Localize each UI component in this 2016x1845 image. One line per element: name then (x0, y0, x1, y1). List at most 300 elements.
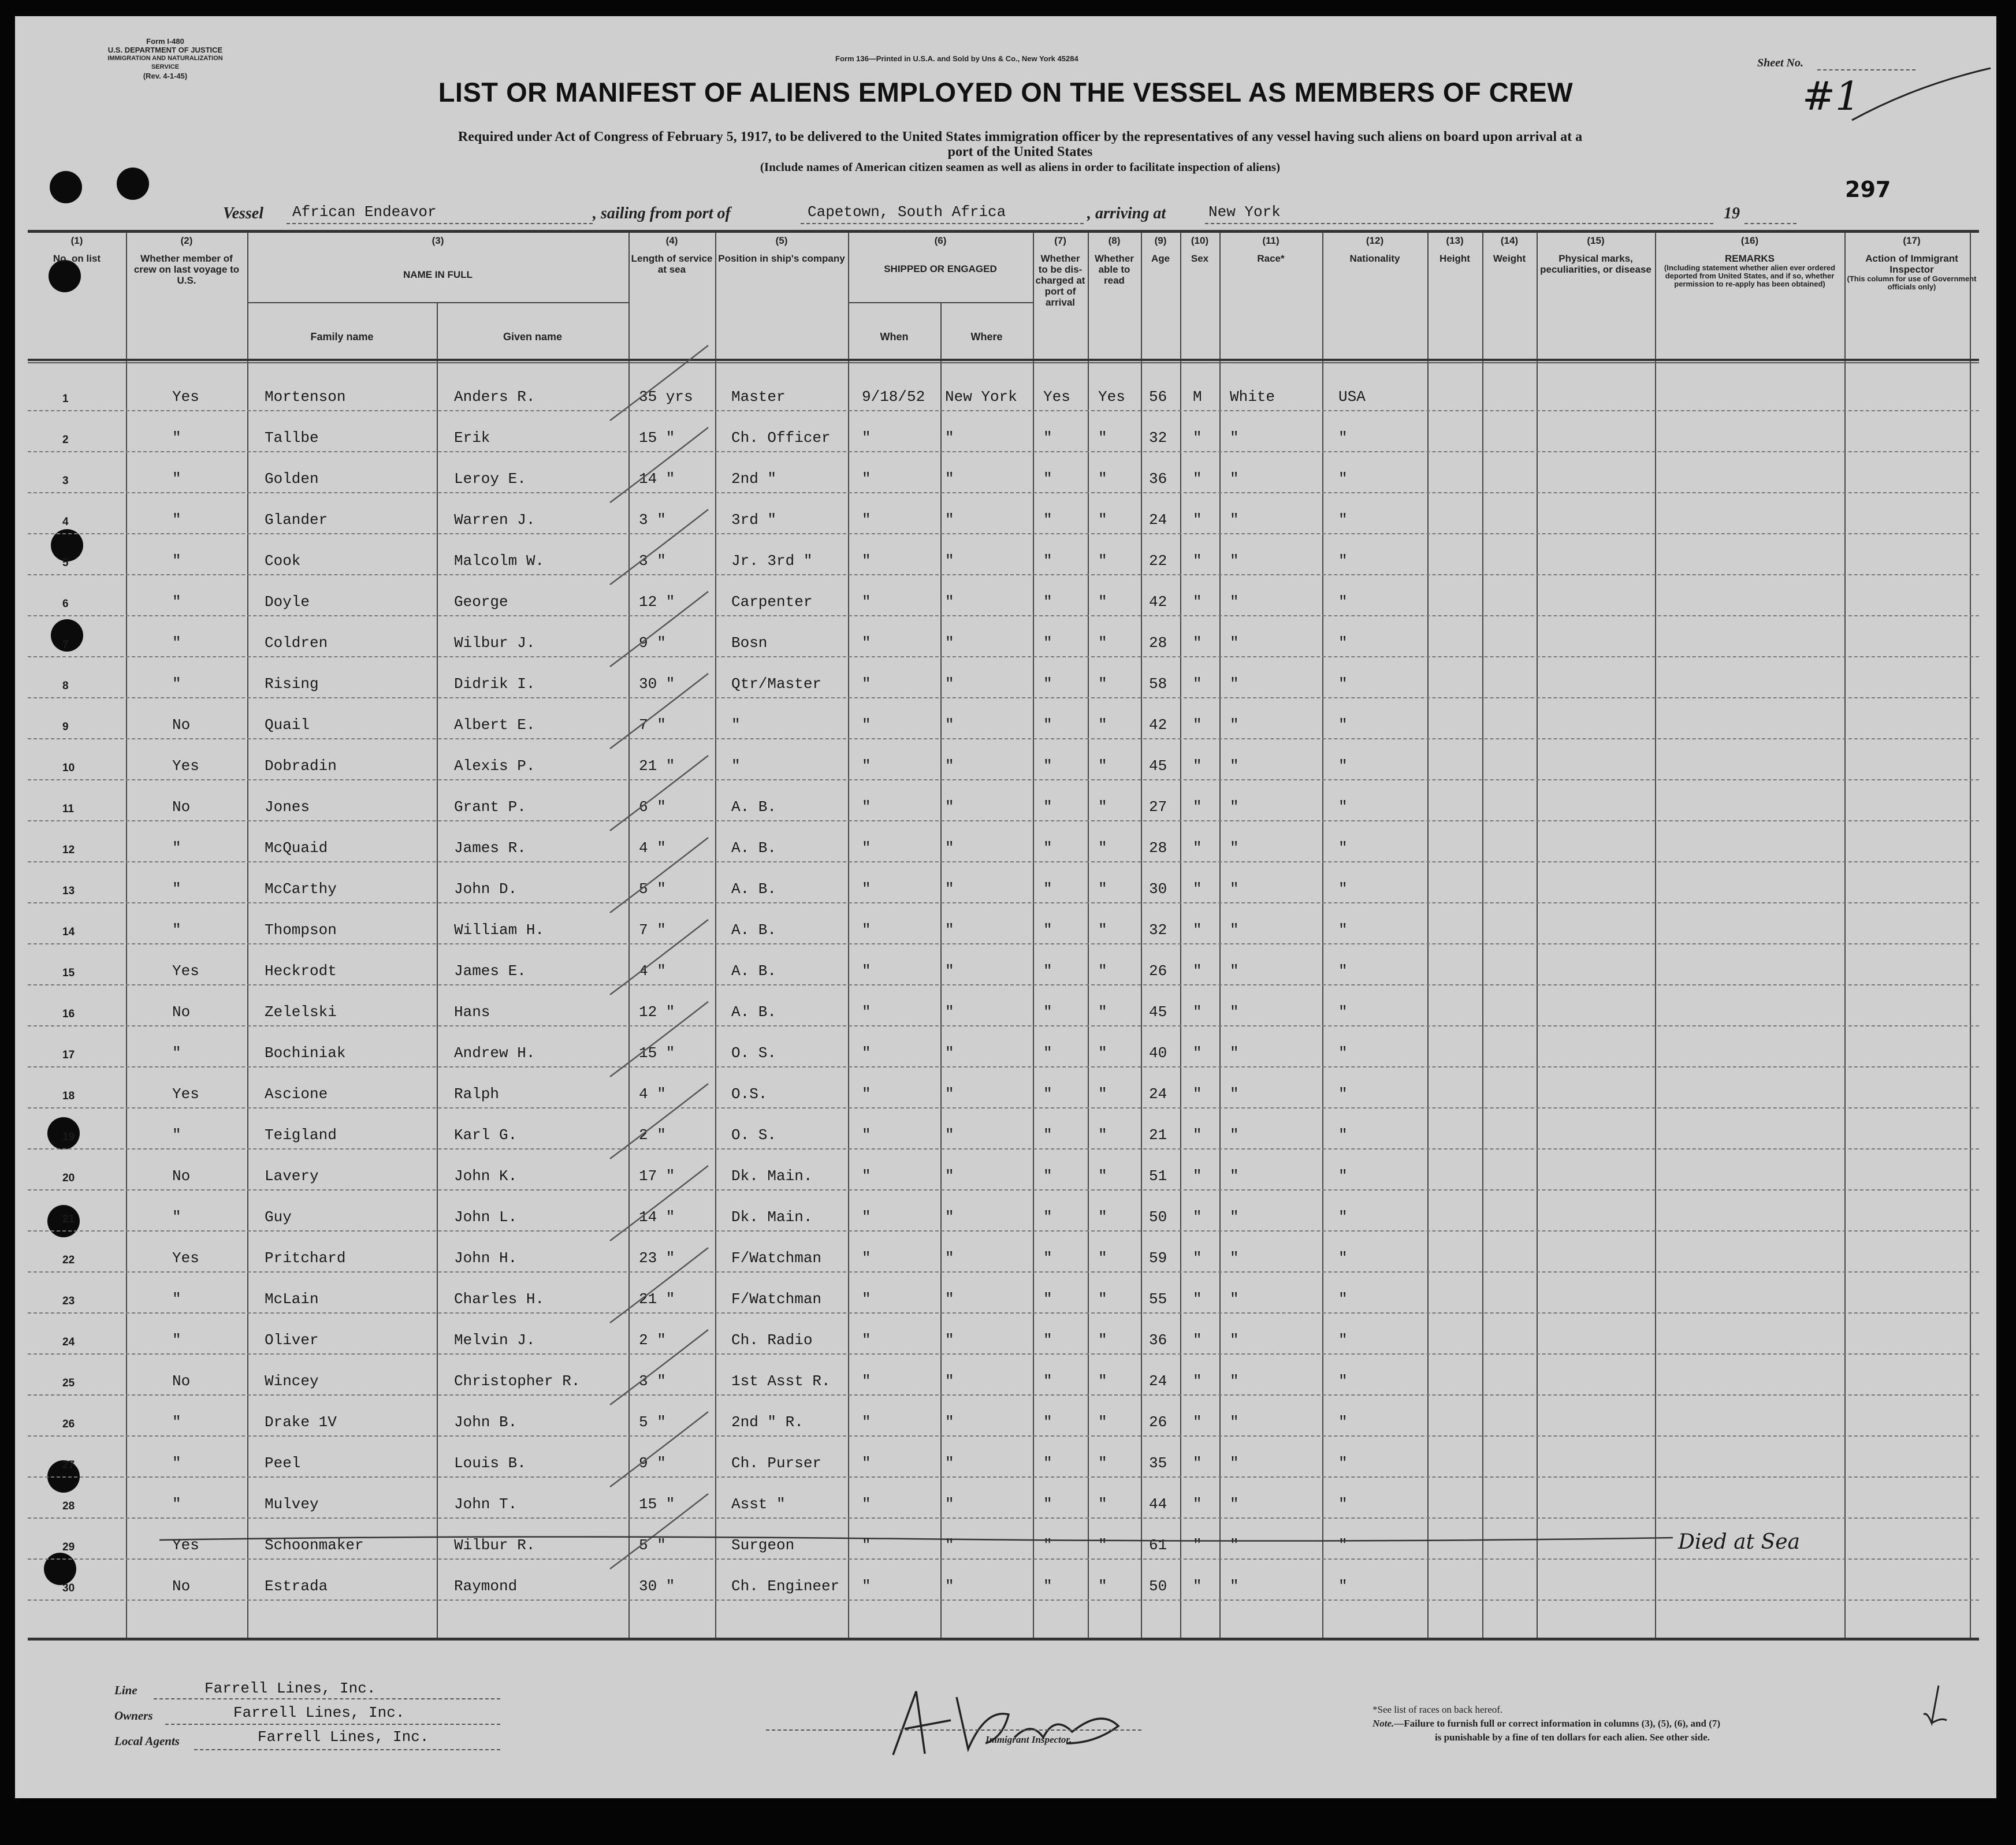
shipped-when: " (862, 1331, 871, 1349)
position: A. B. (731, 962, 777, 980)
shipped-when: " (862, 757, 871, 775)
row-number: 28 (62, 1500, 75, 1512)
race: " (1230, 1208, 1239, 1226)
position: A. B. (731, 880, 777, 898)
able-to-read: " (1098, 634, 1107, 652)
arriving-underline (1205, 223, 1713, 224)
able-to-read: " (1098, 1496, 1107, 1513)
nationality: " (1338, 1496, 1348, 1513)
sailing-underline (801, 223, 1084, 224)
shipped-when: " (862, 634, 871, 652)
family-name: Zelelski (265, 1003, 337, 1021)
table-row (28, 984, 1979, 1026)
able-to-read: " (1098, 1331, 1107, 1349)
position: Ch. Radio (731, 1331, 813, 1349)
prev-voyage: Yes (172, 1249, 199, 1267)
table-row (28, 820, 1979, 862)
prev-voyage: " (172, 1044, 181, 1062)
shipped-when: " (862, 1537, 871, 1554)
race: " (1230, 921, 1239, 939)
row-number: 4 (62, 516, 69, 528)
service-length: 3 " (639, 1372, 666, 1390)
column-label: Height (1440, 253, 1470, 264)
column-header-14 (1485, 235, 1534, 333)
stamp-number: 297 (1845, 177, 1891, 202)
shipped-where: " (945, 1290, 954, 1308)
family-name: Ascione (265, 1085, 328, 1103)
age: 45 (1149, 757, 1167, 775)
service-length: 5 " (639, 1413, 666, 1431)
prev-voyage: " (172, 552, 181, 570)
manifest-sheet (15, 16, 1996, 1798)
position: Dk. Main. (731, 1167, 813, 1185)
service-length: 5 " (639, 880, 666, 898)
nationality: " (1338, 1167, 1348, 1185)
column-label: Nationality (1349, 253, 1400, 264)
discharged: " (1043, 1496, 1052, 1513)
family-name: Dobradin (265, 757, 337, 775)
service-length: 3 " (639, 552, 666, 570)
table-row (28, 779, 1979, 821)
sex: " (1193, 1537, 1202, 1554)
able-to-read: " (1098, 962, 1107, 980)
owners-value: Farrell Lines, Inc. (233, 1704, 405, 1721)
sex: " (1193, 552, 1202, 570)
column-number: (14) (1500, 235, 1519, 246)
column-number: (3) (432, 235, 444, 246)
column-number: (5) (775, 235, 788, 246)
discharged: " (1043, 757, 1052, 775)
sex: " (1193, 1085, 1202, 1103)
able-to-read: " (1098, 1413, 1107, 1431)
nationality: " (1338, 1455, 1348, 1472)
row-number: 3 (62, 475, 69, 487)
given-name: Wilbur R. (454, 1537, 535, 1554)
row-number: 1 (62, 393, 69, 405)
column-label: Position in ship's company (718, 253, 845, 264)
table-row (28, 1230, 1979, 1273)
position: Ch. Officer (731, 429, 831, 447)
age: 26 (1149, 1413, 1167, 1431)
age: 44 (1149, 1496, 1167, 1513)
pen-slash (610, 920, 708, 995)
service-length: 12 " (639, 593, 675, 611)
nationality: " (1338, 1372, 1348, 1390)
prev-voyage: No (172, 716, 191, 734)
sex: " (1193, 1578, 1202, 1595)
position: A. B. (731, 839, 777, 857)
column-header-9 (1143, 235, 1178, 333)
shipped-when: " (862, 470, 871, 488)
header-rule (28, 359, 1979, 361)
race: " (1230, 1537, 1239, 1554)
shipped-where: " (945, 798, 954, 816)
sex: " (1193, 1044, 1202, 1062)
position: Master (731, 388, 786, 406)
position: Asst " (731, 1496, 786, 1513)
service-length: 9 " (639, 1455, 666, 1472)
age: 27 (1149, 798, 1167, 816)
column-header-2 (128, 235, 245, 333)
family-name: McCarthy (265, 880, 337, 898)
race: " (1230, 1372, 1239, 1390)
age: 61 (1149, 1537, 1167, 1554)
nationality: " (1338, 429, 1348, 447)
column-header-12 (1325, 235, 1425, 333)
sex: " (1193, 757, 1202, 775)
family-name: Estrada (265, 1578, 328, 1595)
age: 45 (1149, 1003, 1167, 1021)
race: " (1230, 1003, 1239, 1021)
column-header-1 (30, 235, 124, 333)
row-number: 10 (62, 762, 75, 774)
discharged: " (1043, 593, 1052, 611)
shipped-when: " (862, 1126, 871, 1144)
race: " (1230, 511, 1239, 529)
service-length: 12 " (639, 1003, 675, 1021)
table-row (28, 1025, 1979, 1067)
row-number: 14 (62, 926, 75, 938)
race: " (1230, 1249, 1239, 1267)
able-to-read: " (1098, 552, 1107, 570)
table-row (28, 1189, 1979, 1232)
shipped-when: " (862, 1003, 871, 1021)
shipped-where: " (945, 1496, 954, 1513)
given-name: Louis B. (454, 1455, 526, 1472)
shipped-where: " (945, 429, 954, 447)
position: Qtr/Master (731, 675, 822, 693)
given-name: James E. (454, 962, 526, 980)
sex: " (1193, 880, 1202, 898)
shipped-where: " (945, 1085, 954, 1103)
service-length: 14 " (639, 1208, 675, 1226)
row-number: 18 (62, 1090, 75, 1102)
family-name: Bochiniak (265, 1044, 346, 1062)
pen-slash (610, 838, 708, 913)
shipped-when: " (862, 962, 871, 980)
inspector-signature-line (766, 1729, 1141, 1731)
sex: " (1193, 921, 1202, 939)
service-length: 15 " (639, 1044, 675, 1062)
service-length: 4 " (639, 962, 666, 980)
discharged: " (1043, 1085, 1052, 1103)
column-label: Age (1151, 253, 1170, 264)
discharged: " (1043, 1126, 1052, 1144)
sex: " (1193, 634, 1202, 652)
races-note: *See list of races on back hereof. (1372, 1704, 1503, 1715)
arriving-label: , arriving at (1087, 204, 1166, 222)
pen-slash (610, 345, 708, 421)
table-row (28, 656, 1979, 698)
age: 28 (1149, 634, 1167, 652)
pen-slash (610, 756, 708, 831)
subtitle: Required under Act of Congress of February 5, 1917, to be delivered to the United States immigration officer by the representatives of any vessel having such aliens on board upon arrival at a port of the United States (Include names of American citizen seamen as well as aliens in order to facilitate inspection of aliens) (457, 129, 1583, 174)
position: Ch. Purser (731, 1455, 822, 1472)
prev-voyage: No (172, 1167, 191, 1185)
row-number: 6 (62, 598, 69, 610)
row-number: 23 (62, 1295, 75, 1307)
age: 32 (1149, 921, 1167, 939)
age: 28 (1149, 839, 1167, 857)
able-to-read: " (1098, 1003, 1107, 1021)
column-label: Sex (1191, 253, 1209, 264)
discharged: " (1043, 1331, 1052, 1349)
column-number: (10) (1191, 235, 1209, 246)
age: 21 (1149, 1126, 1167, 1144)
position: Jr. 3rd " (731, 552, 813, 570)
race: " (1230, 716, 1239, 734)
row-number: 26 (62, 1418, 75, 1430)
service-length: 15 " (639, 429, 675, 447)
column-label: Physical marks, peculiarities, or disease (1540, 253, 1652, 275)
given-name: John K. (454, 1167, 518, 1185)
given-name: Andrew H. (454, 1044, 535, 1062)
race: " (1230, 880, 1239, 898)
nationality: " (1338, 1003, 1348, 1021)
pen-slash (610, 1330, 708, 1405)
column-header-10 (1182, 235, 1217, 333)
service-length: 4 " (639, 1085, 666, 1103)
column-label: Race* (1257, 253, 1285, 264)
shipped-where: " (945, 921, 954, 939)
shipped-when: " (862, 552, 871, 570)
shipped-where: " (945, 880, 954, 898)
shipped-when: " (862, 798, 871, 816)
prev-voyage: " (172, 1290, 181, 1308)
nationality: " (1338, 511, 1348, 529)
age: 58 (1149, 675, 1167, 693)
prev-voyage: No (172, 1003, 191, 1021)
service-length: 30 " (639, 675, 675, 693)
table-row (28, 410, 1979, 452)
service-length: 30 " (639, 1578, 675, 1595)
prev-voyage: " (172, 634, 181, 652)
position: " (731, 757, 741, 775)
agents-label: Local Agents (114, 1734, 180, 1748)
age: 24 (1149, 1085, 1167, 1103)
race: " (1230, 634, 1239, 652)
sex: " (1193, 429, 1202, 447)
row-number: 25 (62, 1377, 75, 1389)
given-name: Melvin J. (454, 1331, 535, 1349)
shipped-when: " (862, 839, 871, 857)
column-label: Whether member of crew on last voyage to U.S. (133, 253, 240, 286)
table-row (28, 1394, 1979, 1437)
sex: " (1193, 1331, 1202, 1349)
footer-owners-block (50, 1666, 627, 1770)
shipped-where: " (945, 1331, 954, 1349)
able-to-read: " (1098, 470, 1107, 488)
shipped-where: " (945, 1578, 954, 1595)
given-name: Erik (454, 429, 490, 447)
family-name: Golden (265, 470, 319, 488)
able-to-read: " (1098, 1537, 1107, 1554)
nationality: " (1338, 757, 1348, 775)
position: Ch. Engineer (731, 1578, 840, 1595)
prev-voyage: No (172, 1578, 191, 1595)
position: Dk. Main. (731, 1208, 813, 1226)
race: " (1230, 1167, 1239, 1185)
position: 2nd " (731, 470, 777, 488)
column-number: (12) (1366, 235, 1384, 246)
discharged: " (1043, 470, 1052, 488)
sheet-handwritten-mark: #1 (1802, 74, 1861, 120)
pen-slash (610, 1248, 708, 1323)
family-name: Lavery (265, 1167, 319, 1185)
race: " (1230, 798, 1239, 816)
prev-voyage: " (172, 1331, 181, 1349)
discharged: Yes (1043, 388, 1070, 406)
shipped-when: " (862, 1085, 871, 1103)
age: 55 (1149, 1290, 1167, 1308)
shipped-when: " (862, 1208, 871, 1226)
row-number: 29 (62, 1541, 75, 1553)
family-name: Mortenson (265, 388, 346, 406)
prev-voyage: " (172, 429, 181, 447)
position: " (731, 716, 741, 734)
race: " (1230, 552, 1239, 570)
shipped-where: " (945, 1537, 954, 1554)
shipped-where: " (945, 1126, 954, 1144)
nationality: " (1338, 1331, 1348, 1349)
row-number: 9 (62, 721, 69, 733)
age: 36 (1149, 1331, 1167, 1349)
age: 32 (1149, 429, 1167, 447)
column-header-8 (1090, 235, 1139, 333)
column-number: (7) (1054, 235, 1066, 246)
able-to-read: " (1098, 921, 1107, 939)
pen-slash (610, 427, 708, 503)
family-name: Quail (265, 716, 310, 734)
shipped-when: " (862, 716, 871, 734)
position: Surgeon (731, 1537, 795, 1554)
sex: " (1193, 798, 1202, 816)
prev-voyage: " (172, 675, 181, 693)
column-header-16 (1657, 235, 1842, 333)
table-row (28, 902, 1979, 944)
remarks: Died at Sea (1678, 1530, 1800, 1554)
able-to-read: Yes (1098, 388, 1125, 406)
family-name: Oliver (265, 1331, 319, 1349)
able-to-read: " (1098, 1126, 1107, 1144)
given-name: Ralph (454, 1085, 500, 1103)
family-name: Peel (265, 1455, 301, 1472)
age: 50 (1149, 1578, 1167, 1595)
age: 26 (1149, 962, 1167, 980)
position: 2nd " R. (731, 1413, 804, 1431)
discharged: " (1043, 839, 1052, 857)
vessel-line (223, 200, 1840, 226)
column-number: (9) (1154, 235, 1167, 246)
family-name: Coldren (265, 634, 328, 652)
age: 30 (1149, 880, 1167, 898)
nationality: " (1338, 1578, 1348, 1595)
line-value: Farrell Lines, Inc. (204, 1680, 376, 1697)
table-row (28, 492, 1979, 534)
service-length: 5 " (639, 1537, 666, 1554)
given-name: George (454, 593, 508, 611)
shipped-where: " (945, 839, 954, 857)
given-name: Albert E. (454, 716, 535, 734)
form-identification: Form I-480 U.S. DEPARTMENT OF JUSTICE IMMIGRATION AND NATURALIZATION SERVICE (Rev. 4-1-45) (107, 37, 223, 80)
given-name: John H. (454, 1249, 518, 1267)
printer-line: Form 136—Printed in U.S.A. and Sold by Uns & Co., New York 45284 (835, 54, 1078, 63)
nationality: " (1338, 1208, 1348, 1226)
given-name: Hans (454, 1003, 490, 1021)
shipped-when: " (862, 675, 871, 693)
column-header-7 (1035, 235, 1085, 333)
column-label: SHIPPED OR ENGAGED (884, 263, 997, 274)
family-name: McLain (265, 1290, 319, 1308)
shipped-where: " (945, 1208, 954, 1226)
nationality: " (1338, 839, 1348, 857)
column-number: (13) (1446, 235, 1464, 246)
race: " (1230, 675, 1239, 693)
position: F/Watchman (731, 1249, 822, 1267)
shipped-where: New York (945, 388, 1017, 406)
given-name: Wilbur J. (454, 634, 535, 652)
shipped-where: " (945, 675, 954, 693)
discharged: " (1043, 921, 1052, 939)
age: 59 (1149, 1249, 1167, 1267)
family-name: Jones (265, 798, 310, 816)
given-name: Anders R. (454, 388, 535, 406)
column-label: Length of service at sea (631, 253, 713, 275)
position: Carpenter (731, 593, 813, 611)
table-row (28, 369, 1979, 411)
race: " (1230, 429, 1239, 447)
column-label: REMARKS (1725, 253, 1775, 264)
shipped-when: " (862, 1167, 871, 1185)
shipped-when: " (862, 1578, 871, 1595)
table-row (28, 451, 1979, 493)
sex: " (1193, 839, 1202, 857)
nationality: " (1338, 798, 1348, 816)
nationality: " (1338, 1249, 1348, 1267)
age: 35 (1149, 1455, 1167, 1472)
able-to-read: " (1098, 1208, 1107, 1226)
crew-table (28, 230, 1979, 1641)
sex: " (1193, 1290, 1202, 1308)
year-label: 19 (1724, 204, 1740, 222)
shipped-where: " (945, 1249, 954, 1267)
shipped-where: " (945, 634, 954, 652)
age: 56 (1149, 388, 1167, 406)
nationality: USA (1338, 388, 1366, 406)
given-name: John B. (454, 1413, 518, 1431)
agents-value: Farrell Lines, Inc. (258, 1728, 429, 1746)
vessel-label: Vessel (223, 204, 263, 222)
prev-voyage: " (172, 511, 181, 529)
row-number: 13 (62, 885, 75, 897)
age: 42 (1149, 716, 1167, 734)
table-row (28, 1353, 1979, 1396)
race: " (1230, 1578, 1239, 1595)
discharged: " (1043, 1044, 1052, 1062)
column-number: (1) (70, 235, 83, 246)
family-name: Schoonmaker (265, 1537, 364, 1554)
shipped-when: " (862, 1413, 871, 1431)
strike-through-line (159, 1527, 1673, 1550)
column-header-17 (1847, 235, 1977, 333)
sex: " (1193, 1003, 1202, 1021)
family-name: Teigland (265, 1126, 337, 1144)
row-number: 27 (62, 1459, 75, 1471)
able-to-read: " (1098, 429, 1107, 447)
row-number: 21 (62, 1213, 75, 1225)
race: " (1230, 1455, 1239, 1472)
sex: " (1193, 1496, 1202, 1513)
